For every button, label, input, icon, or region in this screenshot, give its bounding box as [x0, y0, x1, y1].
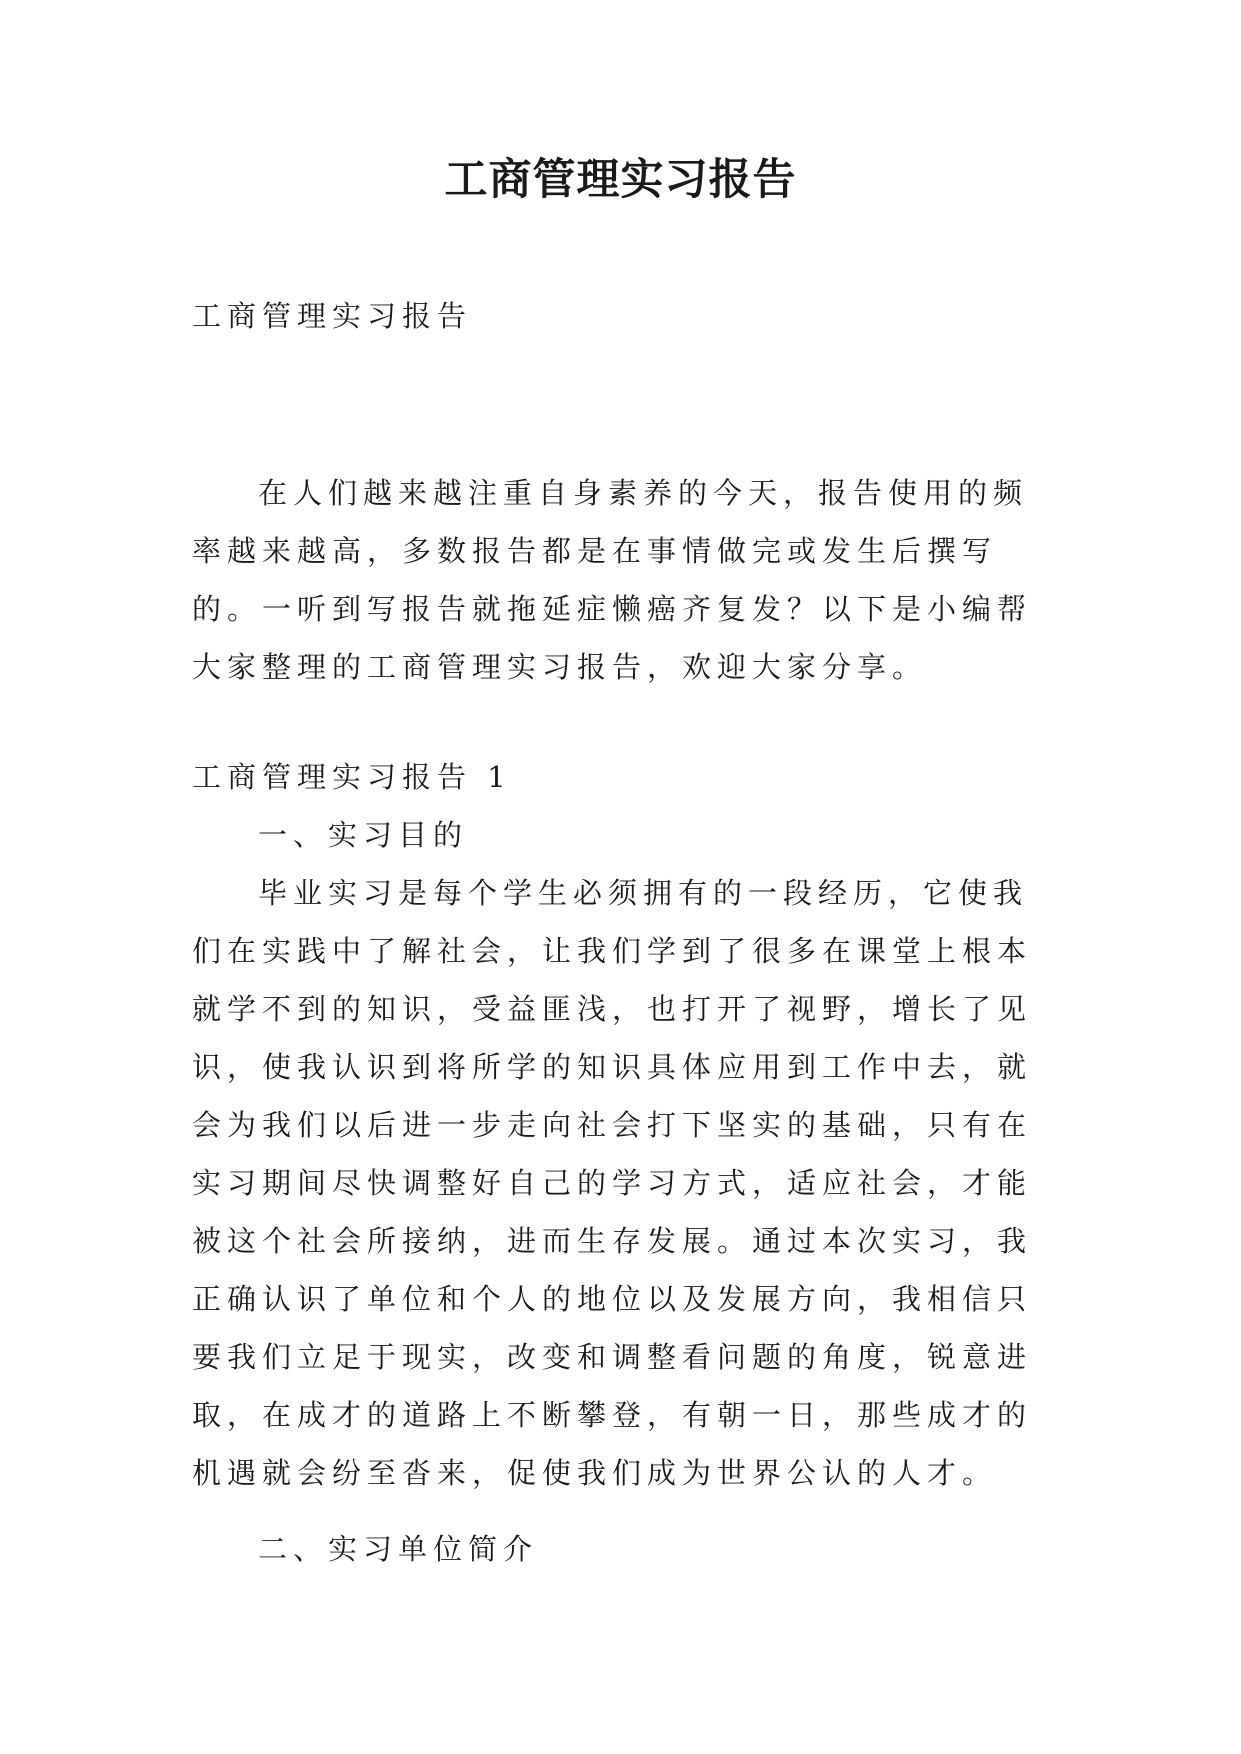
- heading-internship-purpose: 一、实习目的: [258, 818, 469, 852]
- document-title: 工商管理实习报告: [444, 155, 797, 205]
- heading-company-intro: 二、实习单位简介: [258, 1532, 539, 1566]
- internship-purpose-paragraph: 毕业实习是每个学生必须拥有的一段经历，它使我们在实践中了解社会，让我们学到了很多在课堂上根本就学不到的知识，受益匪浅，也打开了视野，增长了见识，使我认识到将所学的知识具体应用到工作中去，就会为我们以后进一步走向社会打下坚实的基础，只有在实习期间尽快调整好自己的学习方式，适应社会，才能被这个社会所接纳，进而生存发展。通过本次实习，我正确认识了单位和个人的地位以及发展方向，我相信只要我们立足于现实，改变和调整看问题的角度，锐意进取，在成才的道路上不断攀登，有朝一日，那些成才的机遇就会纷至沓来，促使我们成为世界公认的人才。: [192, 876, 1033, 1490]
- section-title: 工商管理实习报告 1: [192, 760, 512, 794]
- document-subtitle: 工商管理实习报告: [192, 299, 473, 333]
- intro-paragraph: 在人们越来越注重自身素养的今天，报告使用的频率越来越高，多数报告都是在事情做完或发生后撰写的。一听到写报告就拖延症懒癌齐复发？以下是小编帮大家整理的工商管理实习报告，欢迎大家分享。: [192, 476, 1033, 684]
